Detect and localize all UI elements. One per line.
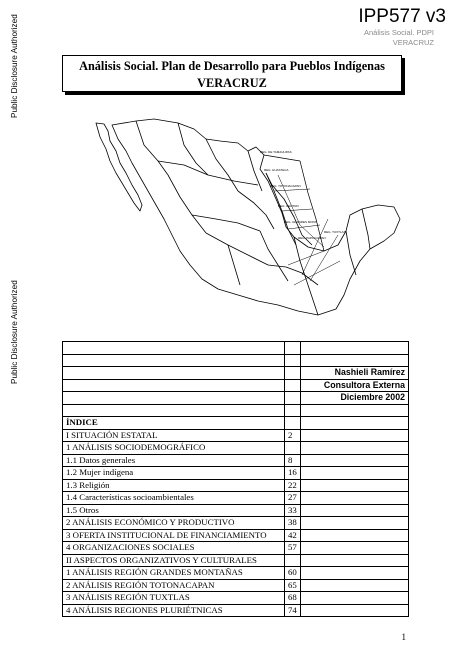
svg-text:REG. PAPALOAPAN: REG. PAPALOAPAN (298, 236, 326, 240)
toc-row[interactable] (63, 579, 409, 592)
table-row (63, 354, 409, 367)
page-number: 1 (401, 632, 406, 642)
toc-item-page: 33 (285, 504, 301, 517)
header-state: VERACRUZ (392, 38, 434, 47)
svg-text:REG. CENTRO: REG. CENTRO (278, 204, 299, 208)
svg-text:REG. HUASTECA: REG. HUASTECA (264, 168, 289, 172)
table-row (63, 404, 409, 417)
title-line-1: Análisis Social. Plan de Desarrollo para Pueblos Indígenas (79, 59, 385, 73)
toc-item-label: 4 ORGANIZACIONES SOCIALES (63, 542, 285, 555)
toc-item-label: 2 ANÁLISIS ECONÓMICO Y PRODUCTIVO (63, 517, 285, 530)
toc-item-label: 1.1 Datos generales (63, 454, 285, 467)
toc-row[interactable] (63, 529, 409, 542)
table-row (63, 342, 409, 355)
toc-item-page: 38 (285, 517, 301, 530)
svg-text:REG. TOTONACAPAN: REG. TOTONACAPAN (270, 184, 301, 188)
toc-item-page: 16 (285, 467, 301, 480)
toc-item-label: 2 ANÁLISIS REGIÓN TOTONACAPAN (63, 579, 285, 592)
toc-item-page: 8 (285, 454, 301, 467)
svg-text:REG. DE TAMAULIPAS: REG. DE TAMAULIPAS (260, 150, 292, 154)
toc-item-label: 1.3 Religión (63, 479, 285, 492)
toc-item-page: 65 (285, 579, 301, 592)
toc-item-label: 3 OFERTA INSTITUCIONAL DE FINANCIAMIENTO (63, 529, 285, 542)
author-date: Diciembre 2002 (301, 392, 409, 405)
toc-row[interactable] (63, 504, 409, 517)
table-row (63, 379, 409, 392)
toc-item-page (285, 442, 301, 455)
table-row (63, 367, 409, 380)
toc-row[interactable] (63, 479, 409, 492)
toc-item-page: 57 (285, 542, 301, 555)
toc-item-label: 1.5 Otros (63, 504, 285, 517)
svg-text:REG. GRANDES MONT.: REG. GRANDES MONT. (284, 220, 318, 224)
toc-item-page (285, 554, 301, 567)
toc-heading: ÍNDICE (63, 417, 285, 430)
toc-row[interactable] (63, 429, 409, 442)
toc-row[interactable] (63, 517, 409, 530)
toc-item-page: 74 (285, 604, 301, 617)
author-name: Nashieli Ramírez (301, 367, 409, 380)
table-row (63, 392, 409, 405)
toc-row[interactable] (63, 604, 409, 617)
map-of-mexico-icon (88, 115, 408, 335)
table-row (63, 417, 409, 430)
document-id: IPP577 v3 (358, 6, 446, 27)
toc-row[interactable] (63, 492, 409, 505)
toc-row[interactable] (63, 554, 409, 567)
toc-item-page: 27 (285, 492, 301, 505)
toc-table (62, 341, 409, 617)
toc-row[interactable] (63, 454, 409, 467)
toc-item-label: 4 ANÁLISIS REGIONES PLURIÉTNICAS (63, 604, 285, 617)
toc-row[interactable] (63, 592, 409, 605)
toc-row[interactable] (63, 442, 409, 455)
toc-item-page: 2 (285, 429, 301, 442)
toc-item-page: 68 (285, 592, 301, 605)
toc-item-page: 60 (285, 567, 301, 580)
toc-row[interactable] (63, 467, 409, 480)
disclosure-ribbon: Public Disclosure Authorized Public Disclosure Authorized (10, 14, 19, 384)
svg-text:REG. TUXTLAS: REG. TUXTLAS (324, 230, 346, 234)
toc-item-label: 1 ANÁLISIS REGIÓN GRANDES MONTAÑAS (63, 567, 285, 580)
toc-row[interactable] (63, 542, 409, 555)
toc-row[interactable] (63, 567, 409, 580)
title-box (62, 55, 402, 92)
toc-item-label: 3 ANÁLISIS REGIÓN TUXTLAS (63, 592, 285, 605)
toc-item-label: 1.2 Mujer indígena (63, 467, 285, 480)
toc-item-label: I SITUACIÓN ESTATAL (63, 429, 285, 442)
header-subtitle: Análisis Social. PDPI (363, 28, 434, 37)
title-line-2: VERACRUZ (197, 76, 267, 90)
toc-item-label: 1.4 Características socioambientales (63, 492, 285, 505)
toc-item-page: 42 (285, 529, 301, 542)
toc-item-label: 1 ANÁLISIS SOCIODEMOGRÁFICO (63, 442, 285, 455)
toc-item-page: 22 (285, 479, 301, 492)
author-role: Consultora Externa (301, 379, 409, 392)
toc-item-label: II ASPECTOS ORGANIZATIVOS Y CULTURALES (63, 554, 285, 567)
